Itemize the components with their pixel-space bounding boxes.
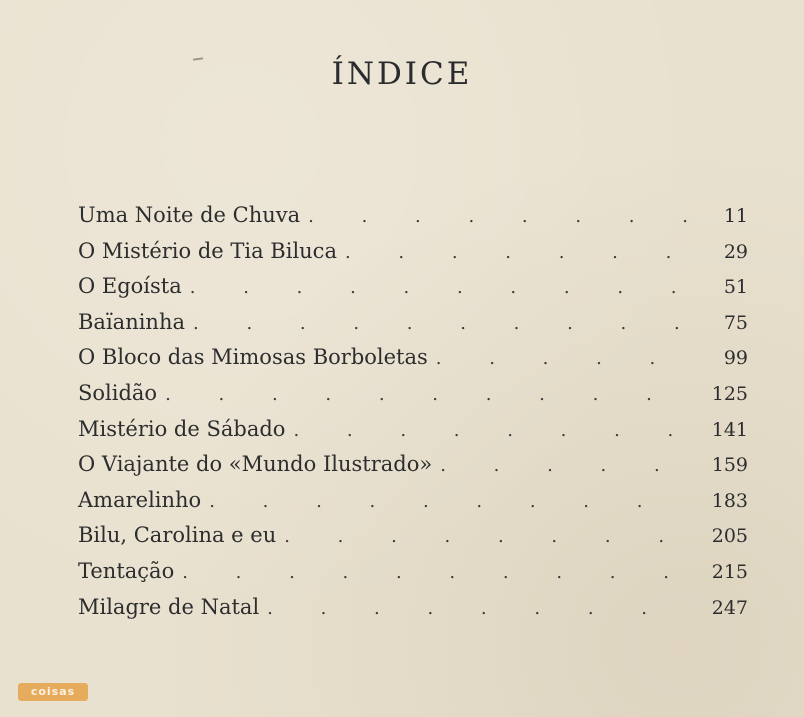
dot-leader: [267, 591, 690, 627]
entry-page-number: 205: [711, 525, 748, 548]
entry-title: Baïaninha: [78, 309, 185, 334]
dot-leader: [190, 270, 690, 306]
toc-entry: [78, 483, 748, 519]
entry-title: O Egoísta: [78, 274, 182, 299]
entry-page-number: 125: [711, 382, 748, 405]
toc-entry: [78, 447, 748, 483]
entry-page-number: 11: [723, 205, 748, 227]
toc-entry: [78, 518, 748, 554]
entry-title: Tentação: [78, 558, 175, 583]
entry-page-number: 247: [711, 596, 748, 619]
dot-leader: [193, 306, 690, 342]
entry-page-number: 75: [723, 311, 748, 334]
toc-entry: [78, 305, 748, 341]
entry-title: Mistério de Sábado: [78, 416, 286, 441]
entry-page-number: 183: [711, 489, 748, 512]
page-title: ÍNDICE: [331, 56, 473, 92]
dot-leader: [284, 519, 690, 555]
toc-entry: [78, 590, 748, 626]
entry-title: O Bloco das Mimosas Borboletas: [78, 345, 428, 370]
dot-leader: [293, 413, 690, 449]
toc-entry: [78, 269, 748, 305]
entry-title: Bilu, Carolina e eu: [78, 523, 277, 548]
entry-title: O Mistério de Tia Biluca: [78, 238, 337, 263]
entry-page-number: 215: [711, 560, 748, 583]
table-of-contents: [78, 198, 748, 625]
entry-page-number: 51: [723, 276, 748, 299]
toc-entry: [78, 412, 748, 448]
dot-leader: [308, 199, 690, 235]
dot-leader: [440, 448, 690, 484]
toc-entry: [78, 554, 748, 590]
entry-page-number: 141: [711, 418, 748, 441]
entry-page-number: 159: [711, 454, 748, 477]
entry-title: Uma Noite de Chuva: [78, 203, 301, 227]
entry-page-number: 99: [723, 347, 748, 370]
entry-title: Amarelinho: [78, 487, 202, 512]
watermark-logo: coisas: [18, 683, 88, 701]
toc-entry: [78, 376, 748, 412]
dot-leader: [209, 484, 690, 520]
dot-leader: [436, 341, 690, 377]
dot-leader: [345, 235, 690, 271]
dot-leader: [182, 555, 690, 591]
toc-entry: [78, 340, 748, 376]
entry-page-number: 29: [723, 240, 748, 263]
entry-title: O Viajante do «Mundo Ilustrado»: [78, 452, 433, 477]
entry-title: Solidão: [78, 380, 158, 405]
toc-entry: [78, 234, 748, 270]
toc-entry: [78, 198, 748, 234]
dot-leader: [165, 377, 690, 413]
entry-title: Milagre de Natal: [78, 594, 260, 619]
